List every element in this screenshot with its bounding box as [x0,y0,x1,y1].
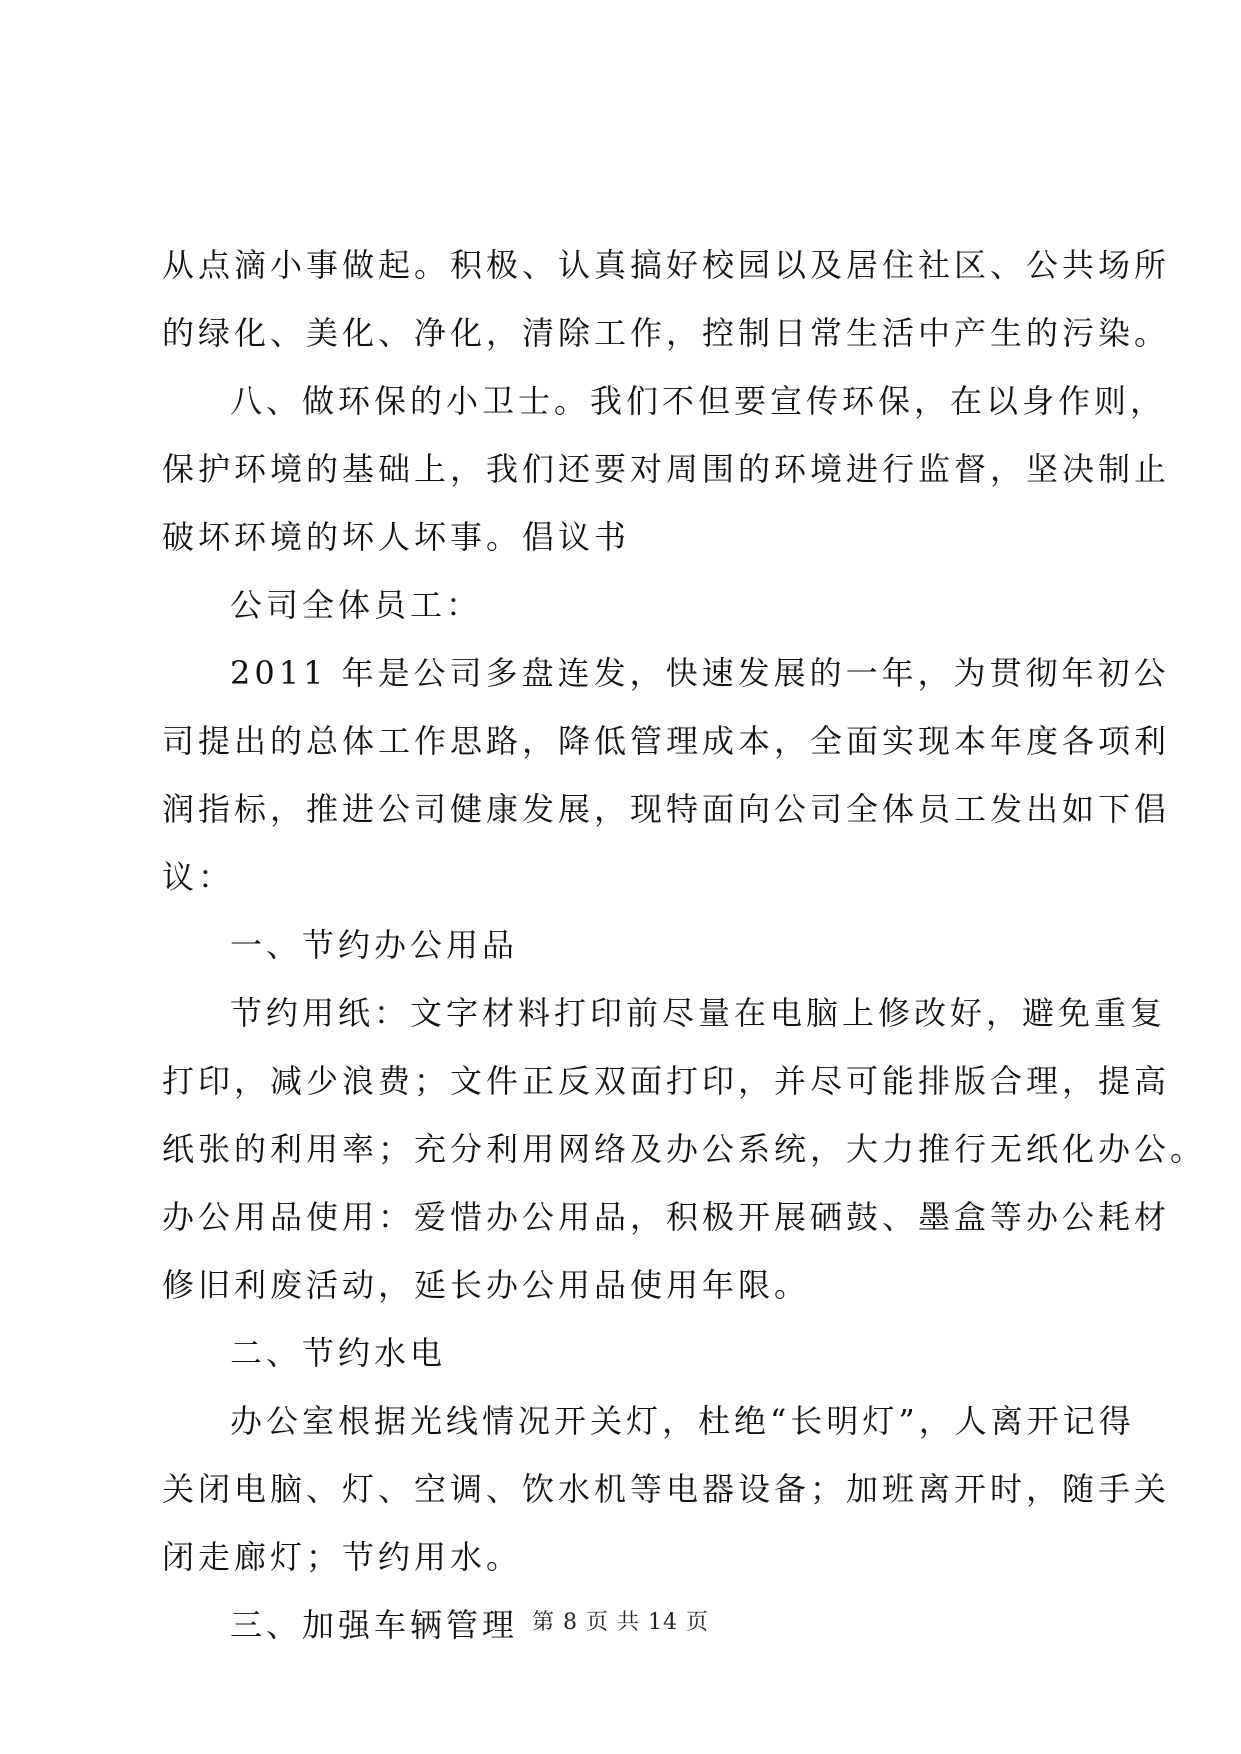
salutation-line: 公司全体员工： [230,586,483,624]
text-line: 纸张的利用率；充分利用网络及办公系统，大力推行无纸化办公。 [162,1130,1207,1168]
text-line: 闭走廊灯；节约用水。 [162,1538,523,1576]
section-heading: 三、加强车辆管理 [230,1606,519,1644]
text-line: 2011 年是公司多盘连发，快速发展的一年，为贯彻年初公 [230,654,1170,692]
text-line: 办公室根据光线情况开关灯，杜绝“长明灯”，人离开记得 [230,1402,1135,1440]
document-body [162,231,1207,1659]
text-line: 司提出的总体工作思路，降低管理成本，全面实现本年度各项利 [162,722,1171,760]
text-line: 的绿化、美化、净化，清除工作，控制日常生活中产生的污染。 [162,314,1171,352]
text-line: 保护环境的基础上，我们还要对周围的环境进行监督，坚决制止 [162,450,1171,488]
text-line: 打印，减少浪费；文件正反双面打印，并尽可能排版合理，提高 [162,1062,1171,1100]
text-line: 润指标，推进公司健康发展，现特面向公司全体员工发出如下倡 [162,790,1171,828]
section-heading: 二、节约水电 [230,1334,447,1372]
text-line: 从点滴小事做起。积极、认真搞好校园以及居住社区、公共场所 [162,246,1171,284]
text-line: 八、做环保的小卫士。我们不但要宣传环保，在以身作则， [230,382,1167,420]
text-line: 破坏环境的坏人坏事。倡议书 [162,518,631,556]
text-line: 节约用纸：文字材料打印前尽量在电脑上修改好，避免重复 [230,994,1167,1032]
text-line: 修旧利废活动，延长办公用品使用年限。 [162,1266,811,1304]
text-line: 办公用品使用：爱惜办公用品，积极开展硒鼓、墨盒等办公耗材 [162,1198,1171,1236]
text-line: 关闭电脑、灯、空调、饮水机等电器设备；加班离开时，随手关 [162,1470,1171,1508]
text-line: 议： [162,858,235,896]
section-heading: 一、节约办公用品 [230,926,519,964]
page-number-footer: 第 8 页 共 14 页 [532,1610,709,1635]
